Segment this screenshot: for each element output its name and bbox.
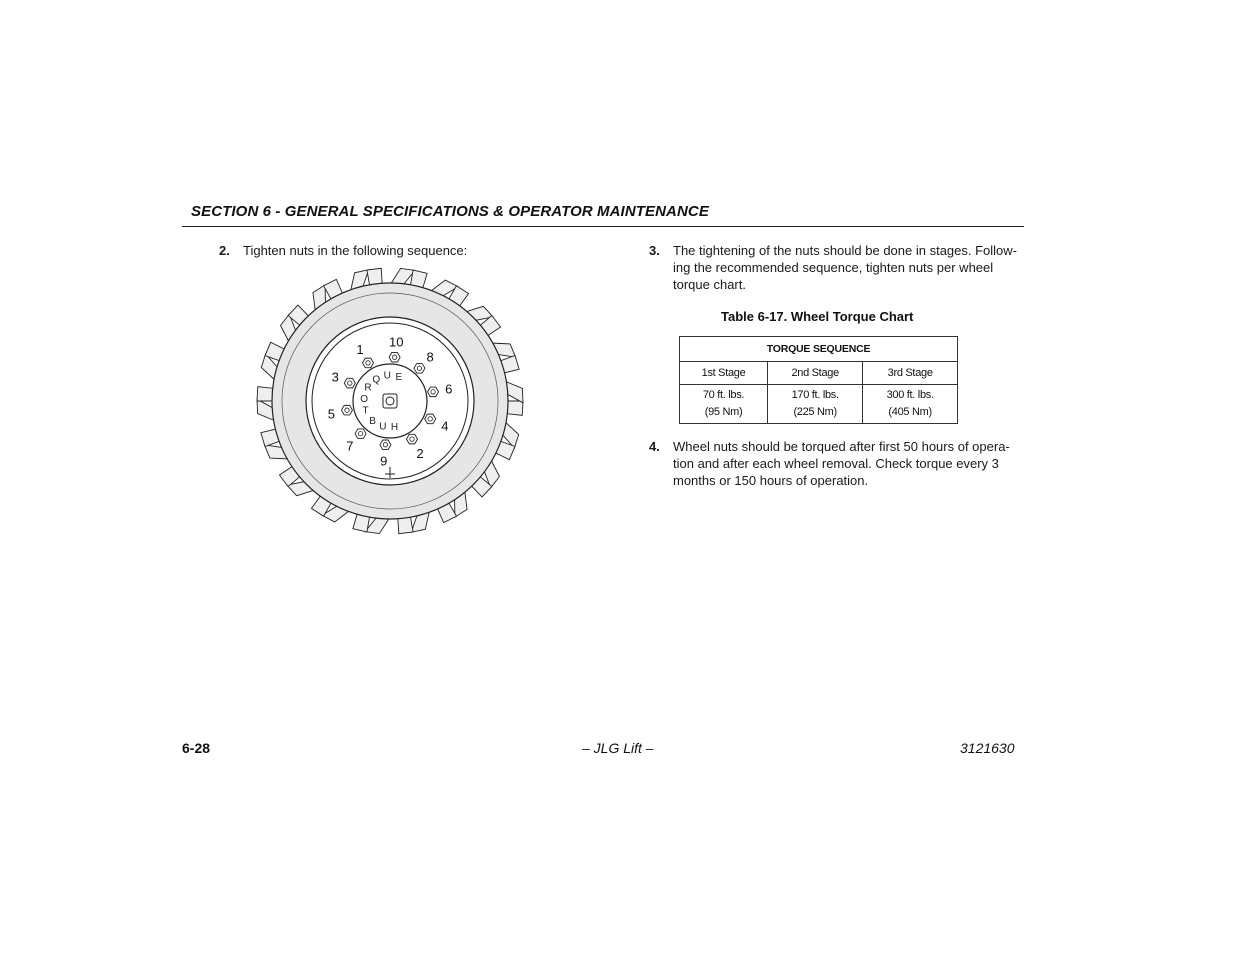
wheel-torque-sequence-figure (252, 264, 528, 538)
footer-publisher: – JLG Lift – (582, 740, 654, 756)
hub-center-cap (383, 394, 397, 408)
lug-nut (344, 378, 355, 388)
hub-letter: O (360, 393, 369, 405)
step-text: Tighten nuts in the following sequence: (243, 243, 468, 258)
nut-label: 4 (441, 418, 449, 434)
lug-nut (389, 352, 400, 362)
stage-1-label: 1st Stage (680, 362, 768, 385)
step-line: torque chart. (673, 277, 746, 292)
page-number: 6-28 (182, 740, 211, 756)
hub-letter: U (383, 370, 391, 382)
header-rule (182, 226, 1024, 227)
step-number: 2. (219, 243, 230, 258)
table-caption: Table 6-17. Wheel Torque Chart (721, 309, 914, 324)
lug-nut (355, 429, 366, 439)
stage-3-label: 3rd Stage (863, 362, 958, 385)
nut-label: 1 (356, 342, 364, 358)
lug-nut (425, 414, 436, 424)
document-number: 3121630 (960, 740, 1015, 756)
torque-ftlbs: 300 ft. lbs. (886, 389, 934, 401)
nut-label: 6 (445, 381, 453, 397)
stage-3-value (863, 385, 958, 424)
lug-nut (380, 440, 391, 450)
lug-nut (341, 405, 352, 415)
section-title: SECTION 6 - GENERAL SPECIFICATIONS & OPERATOR MAINTENANCE (191, 203, 709, 220)
nut-label: 3 (331, 369, 339, 385)
torque-nm: (225 Nm) (793, 406, 837, 418)
step-text (673, 438, 1010, 489)
hub-letter: E (395, 372, 403, 384)
lug-nut (407, 434, 418, 444)
lug-nut (414, 364, 425, 374)
step-line: The tightening of the nuts should be done in stages. Follow- (673, 243, 1017, 258)
hub-letter: U (379, 421, 387, 433)
step-line: ing the recommended sequence, tighten nuts per wheel (673, 260, 994, 275)
step-line: months or 150 hours of operation. (673, 473, 869, 488)
step-line: Wheel nuts should be torqued after first 50 hours of opera- (673, 439, 1010, 454)
hub-letter: R (364, 382, 372, 394)
step-text (673, 242, 1017, 293)
hub-letter: T (362, 405, 369, 417)
table-header: TORQUE SEQUENCE (680, 337, 958, 362)
wheel-torque-table (679, 336, 958, 424)
nut-label: 10 (389, 334, 404, 350)
torque-nm: (405 Nm) (888, 406, 932, 418)
stage-2-value (768, 385, 863, 424)
stage-1-value (680, 385, 768, 424)
stage-2-label: 2nd Stage (768, 362, 863, 385)
torque-ftlbs: 170 ft. lbs. (791, 389, 839, 401)
step-number: 3. (649, 243, 660, 258)
lug-nut (428, 387, 439, 397)
hub-letter: Q (372, 374, 381, 386)
nut-label: 7 (346, 438, 354, 454)
nut-label: 9 (380, 453, 388, 469)
hub-letter: H (390, 422, 399, 434)
nut-label: 8 (426, 349, 434, 365)
torque-ftlbs: 70 ft. lbs. (702, 389, 745, 401)
torque-nm: (95 Nm) (704, 406, 743, 418)
step-number: 4. (649, 439, 660, 454)
nut-label: 5 (327, 406, 335, 422)
lug-nut (363, 358, 374, 368)
nut-label: 2 (416, 445, 424, 461)
step-line: tion and after each wheel removal. Check torque every 3 (673, 456, 999, 471)
hub-letter: B (369, 415, 376, 427)
